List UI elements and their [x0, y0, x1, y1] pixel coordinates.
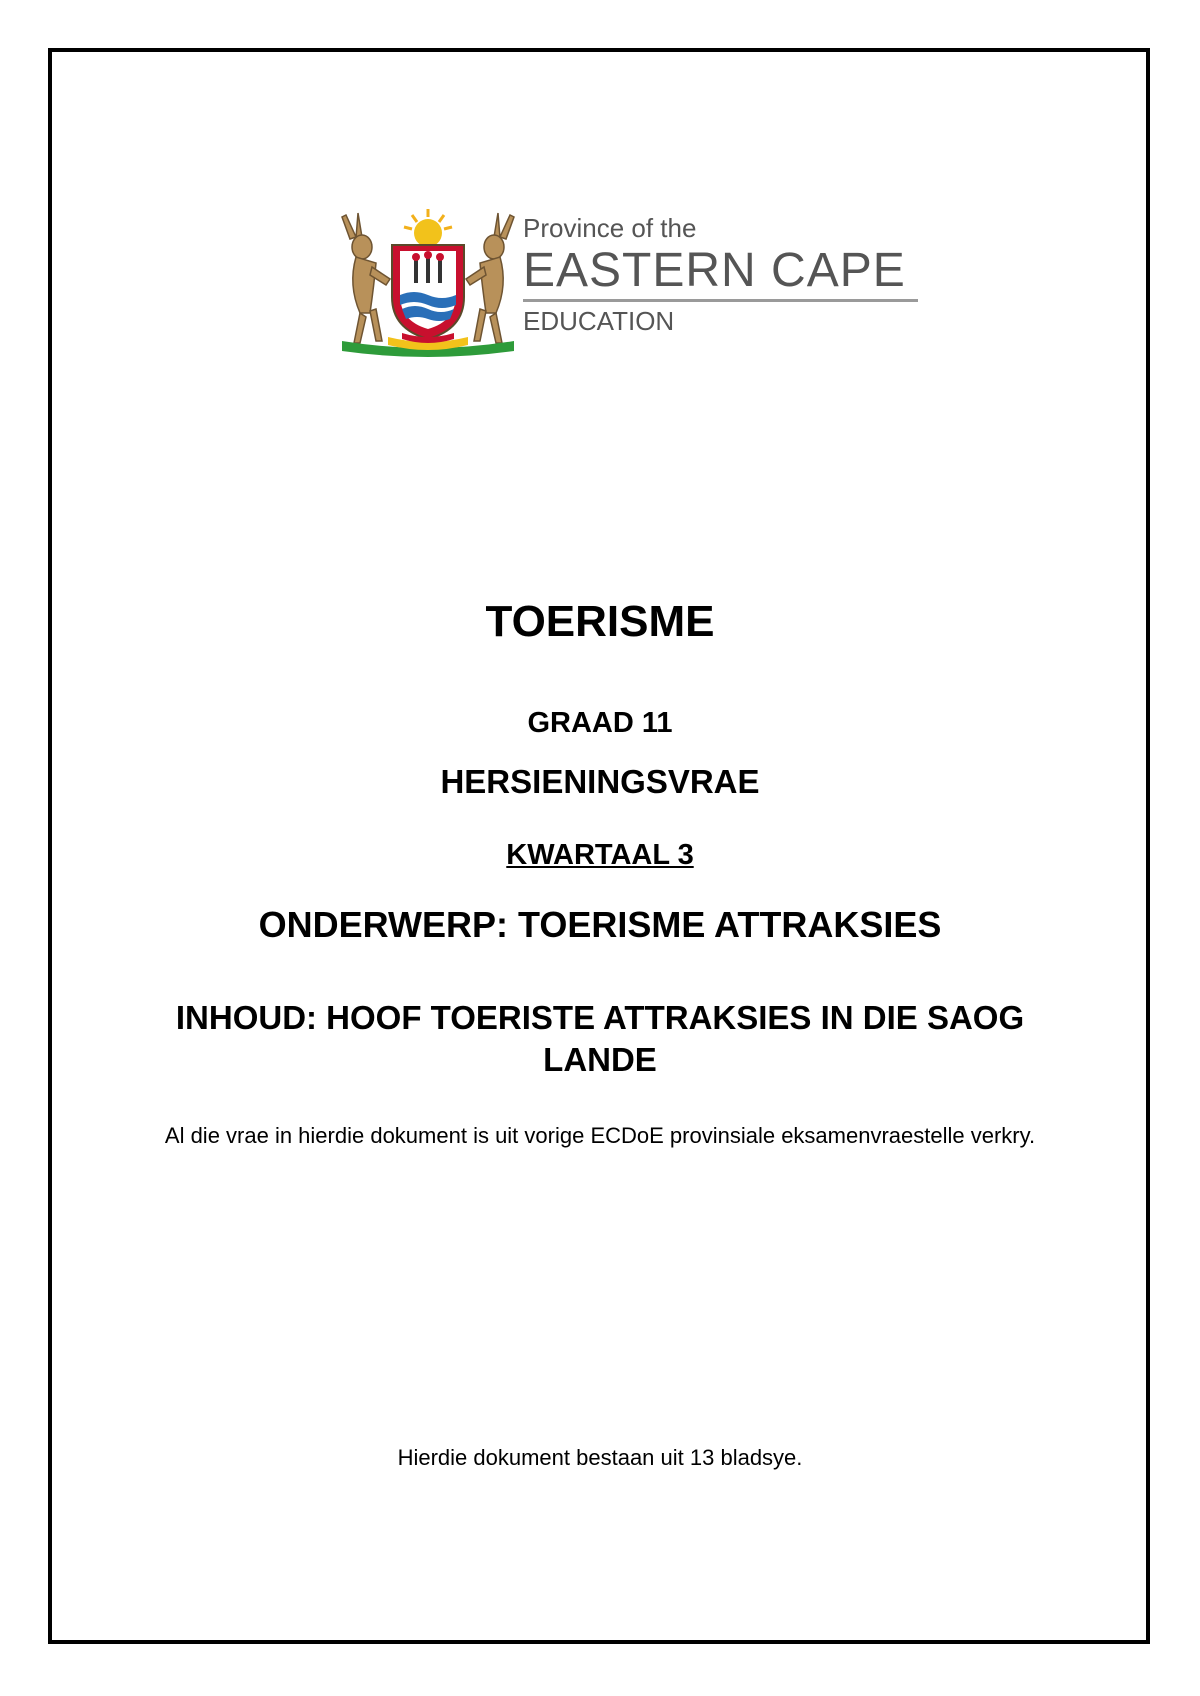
shield-icon	[392, 245, 464, 339]
topic-heading: ONDERWERP: TOERISME ATTRAKSIES	[258, 904, 942, 945]
logo-education-label: EDUCATION	[523, 306, 675, 336]
logo-province-label: Province of the	[523, 213, 697, 243]
eastern-cape-education-logo	[328, 205, 928, 360]
term-text: KWARTAAL 3	[506, 839, 694, 871]
antelope-right-icon	[466, 213, 514, 343]
page-count-note: Hierdie dokument bestaan uit 13 bladsye.	[397, 1445, 803, 1470]
antelope-left-icon	[342, 213, 390, 343]
logo-eastern-cape-label: EASTERN CAPE	[523, 244, 906, 297]
source-note: Al die vrae in hierdie dokument is uit vorige ECDoE provinsiale eksamenvraestelle verkry.	[164, 1123, 1036, 1148]
subject-title: TOERISME	[485, 597, 715, 646]
term-label	[52, 837, 1148, 873]
coat-of-arms-icon	[328, 205, 528, 360]
logo-wordmark	[523, 213, 923, 338]
grade-label: GRAAD 11	[527, 707, 673, 739]
document-type-label: HERSIENINGSVRAE	[440, 763, 760, 800]
content-heading: INHOUD: HOOF TOERISTE ATTRAKSIES IN DIE SAOG LANDE	[175, 999, 1025, 1078]
sun-icon	[404, 209, 452, 247]
logo-divider	[523, 299, 918, 302]
